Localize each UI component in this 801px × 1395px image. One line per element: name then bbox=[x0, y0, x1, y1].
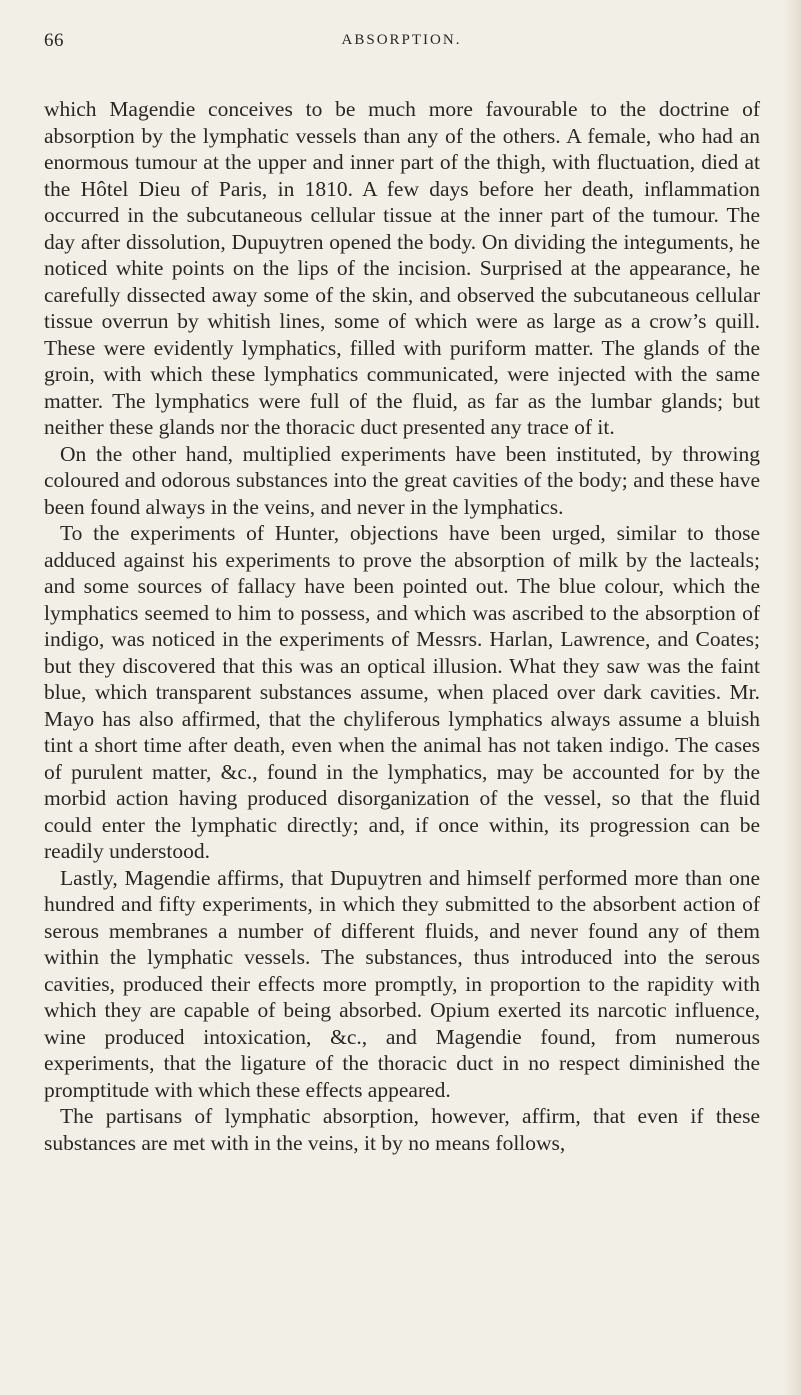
paragraph-magendie-experiments: Lastly, Magendie affirms, that Dupuytren and himself performed more than one hundred and fifty experiments, in which they submitted to the absorbent action of serous membranes a number of different fluids, and never found any of them within the lymphatic vessels. The substances, thus introduced into the serous cavities, produced their effects more promptly, in proportion to the rapidity with which they are capable of being absorbed. Opium exerted its narcotic influence, wine produced intoxication, &c., and Magendie found, from numerous experiments, that the ligature of the thoracic duct in no respect diminished the promptitude with which these effects appeared. bbox=[44, 865, 760, 1102]
paragraph-hunter-objections: To the experiments of Hunter, objections have been urged, similar to those adduced against his experiments to prove the absorption of milk by the lacteals; and some sources of fallacy have been pointed out. The blue colour, which the lymphatics seemed to him to possess, and which was ascribed to the absorption of indigo, was noticed in the experiments of Messrs. Harlan, Lawrence, and Coates; but they discovered that this was an optical illusion. What they saw was the faint blue, which transparent substances assume, when placed over dark cavities. Mr. Mayo has also affirmed, that the chyliferous lymphatics always assume a bluish tint a short time after death, even when the animal has not taken indigo. The cases of purulent matter, &c., found in the lymphatics, may be accounted for by the morbid action having produced disorganization of the vessel, so that the fluid could enter the lymphatic directly; and, if once within, its progression can be readily understood. bbox=[44, 521, 760, 863]
paragraph-multiplied-experiments: On the other hand, multiplied experiments have been instituted, by throwing coloured and odorous substances into the great cavities of the body; and these have been found always in the veins, and never in the lymphatics. bbox=[44, 441, 760, 519]
page-edge-shadow bbox=[783, 0, 801, 1395]
body-text bbox=[44, 96, 760, 1156]
paragraph-dupuytren-case: which Magendie conceives to be much more favourable to the doctrine of absorption by the lymphatic vessels than any of the others. A female, who had an enormous tumour at the upper and inner part of the thigh, with fluctuation, died at the Hôtel Dieu of Paris, in 1810. A few days before her death, inflammation occurred in the subcutaneous cellular tissue at the inner part of the tumour. The day after dissolution, Dupuytren opened the body. On dividing the integuments, he noticed white points on the lips of the incision. Surprised at the appearance, he carefully dissected away some of the skin, and observed the subcutaneous cellular tissue overrun by whitish lines, some of which were as large as a crow’s quill. These were evidently lymphatics, filled with puriform matter. The glands of the groin, with which these lymphatics communicated, were injected with the same matter. The lymphatics were full of the fluid, as far as the lumbar glands; but neither these glands nor the thoracic duct presented any trace of it. bbox=[44, 97, 760, 439]
running-head: ABSORPTION. bbox=[341, 32, 462, 48]
paragraph-partisans: The partisans of lymphatic absorption, however, affirm, that even if these substances are met with in the veins, it by no means follows, bbox=[44, 1104, 760, 1155]
page-number: 66 bbox=[44, 30, 64, 51]
page-header bbox=[44, 30, 759, 70]
